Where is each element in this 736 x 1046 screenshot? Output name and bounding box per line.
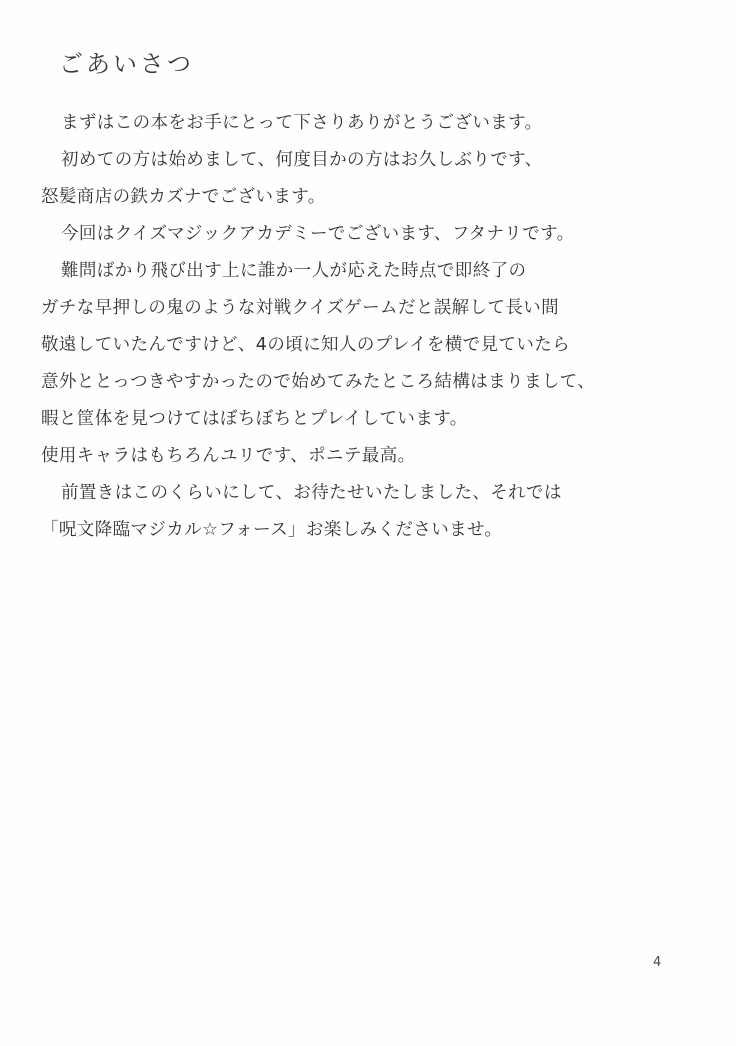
paragraph-line: 今回はクイズマジックアカデミーでございます、フタナリです。	[61, 224, 575, 244]
paragraph-line: 「呪文降臨マジカル☆フォース」お楽しみくださいませ。	[41, 520, 503, 540]
paragraph-line: ガチな早押しの鬼のような対戦クイズゲームだと誤解して長い間	[41, 298, 560, 318]
paragraph-line: 怒髪商店の鉄カズナでございます。	[41, 187, 326, 207]
paragraph-line: 初めての方は始めまして、何度目かの方はお久しぶりです、	[61, 150, 543, 170]
paragraph-line: 使用キャラはもちろんユリです、ポニテ最高。	[41, 446, 416, 466]
afterword-body	[41, 105, 681, 549]
page-number: 4	[653, 955, 662, 970]
paragraph-line: 暇と筐体を見つけてはぼちぼちとプレイしています。	[41, 409, 468, 429]
paragraph-line: 意外ととっつきやすかったので始めてみたところ結構はまりまして、	[41, 372, 596, 392]
paragraph-line: 敬遠していたんですけど、4の頃に知人のプレイを横で見ていたら	[41, 335, 571, 355]
paragraph-line: 難問ばかり飛び出す上に誰か一人が応えた時点で即終了の	[61, 261, 527, 281]
page-title: ごあいさつ	[59, 50, 194, 78]
paragraph-line: まずはこの本をお手にとって下さりありがとうございます。	[61, 113, 543, 133]
paragraph-line: 前置きはこのくらいにして、お待たせいたしました、それでは	[61, 483, 562, 503]
